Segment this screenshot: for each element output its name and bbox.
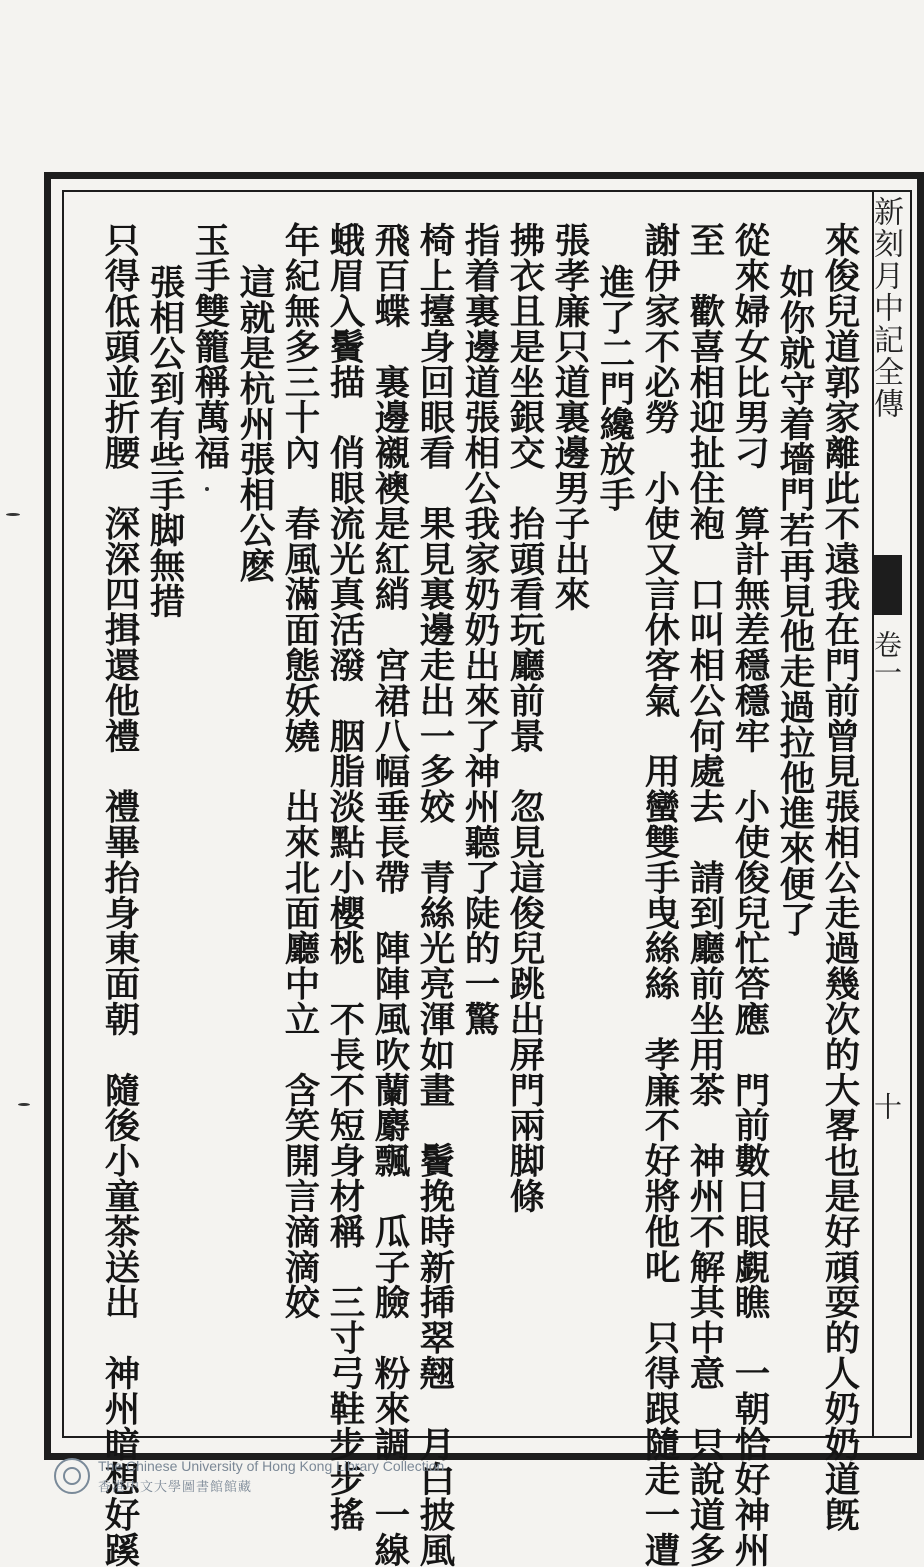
ink-speck bbox=[6, 513, 20, 516]
text-column-3: 從來婦女比男刁 算計無差穩穩牢 小使俊兒忙答應 門前數日眼覷瞧 一朝恰好神州 bbox=[729, 222, 770, 1567]
text-column-13: 年紀無多三十內 春風滿面態妖嬈 出來北面廳中立 含笑開言滴滴姣 bbox=[279, 222, 320, 1320]
text-column-7: 張孝廉只道裏邊男子出來 bbox=[549, 222, 590, 612]
university-logo-icon bbox=[54, 1458, 90, 1494]
text-column-10: 椅上擡身回眼看 果見裏邊走出一多姣 青絲光亮渾如畫 鬢挽時新揷翠翹 月白披風 bbox=[414, 222, 455, 1567]
margin-volume-number: 卷一 bbox=[870, 630, 903, 686]
text-column-1: 來俊兒道郭家離此不遠我在門前曾見張相公走過幾次的大畧也是好頑耍的人奶奶道旣 bbox=[819, 222, 860, 1532]
ink-speck bbox=[205, 487, 209, 491]
text-column-9: 指着裏邊道張相公我家奶奶出來了神州聽了陡的一驚 bbox=[459, 222, 500, 1037]
text-column-5: 謝伊家不必勞 小使又言休客氣 用蠻雙手曳絲絲 孝廉不好將他叱 只得跟隨走一遭 bbox=[639, 222, 680, 1567]
text-column-16: 張相公到有些手脚無措 bbox=[144, 264, 185, 618]
text-column-14: 這就是杭州張相公麽 bbox=[234, 264, 275, 583]
margin-book-title: 新刻月中記全傳 bbox=[868, 196, 903, 420]
text-column-8: 拂衣且是坐銀交 抬頭看玩廳前景 忽見這俊兒跳出屏門兩脚條 bbox=[504, 222, 545, 1214]
ink-speck bbox=[18, 1103, 30, 1106]
text-column-11: 飛百蝶 裏邊襯襖是紅綃 宮裙八幅垂長帶 陣陣風吹蘭麝飄 瓜子臉 粉來調 一線 bbox=[369, 222, 410, 1567]
text-column-15: 玉手雙籠稱萬福 bbox=[189, 222, 230, 470]
watermark-english: The Chinese University of Hong Kong Library Collection bbox=[98, 1458, 445, 1474]
library-watermark bbox=[54, 1456, 524, 1496]
text-column-12: 蛾眉入鬢描 俏眼流光真活潑 胭脂淡點小櫻桃 不長不短身材稱 三寸弓鞋步步搖 bbox=[324, 222, 365, 1532]
text-column-2: 如你就守着墻門若再見他走過拉他進來便了 bbox=[774, 264, 815, 937]
fish-tail-ornament bbox=[872, 555, 902, 615]
watermark-chinese: 香港中文大學圖書館館藏 bbox=[98, 1480, 253, 1495]
margin-page-number: 十 bbox=[870, 1092, 903, 1120]
text-column-17: 只得低頭並折腰 深深四揖還他禮 禮畢抬身東面朝 隨後小童茶送出 神州暗想好蹊 bbox=[99, 222, 140, 1567]
text-column-6: 進了二門纔放手 bbox=[594, 264, 635, 512]
text-column-4: 至 歡喜相迎扯住袍 口叫相公何處去 請到廳前坐用茶 神州不解其中意 只說道多 bbox=[684, 222, 725, 1567]
